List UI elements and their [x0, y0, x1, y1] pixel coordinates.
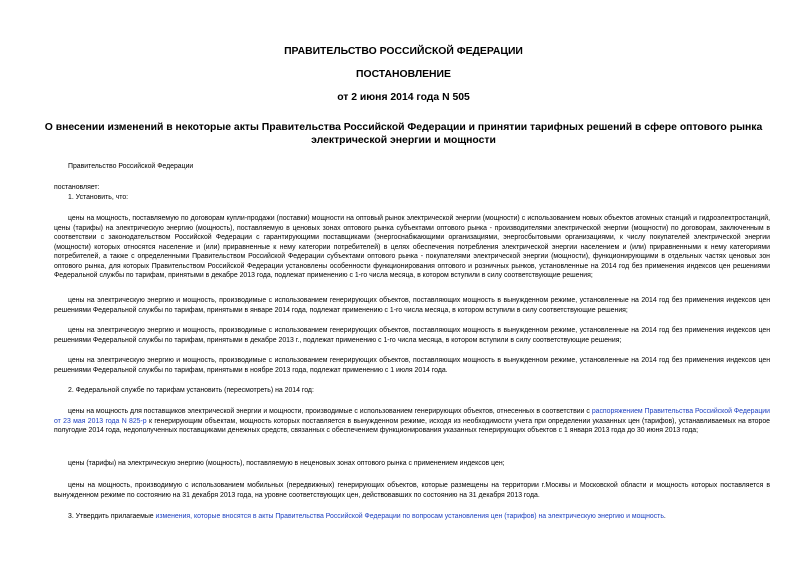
date-number-heading: от 2 июня 2014 года N 505 [337, 92, 470, 103]
government-heading: ПРАВИТЕЛЬСТВО РОССИЙСКОЙ ФЕДЕРАЦИИ [284, 46, 523, 57]
item-1-heading: 1. Установить, что: [68, 194, 129, 201]
paragraph-5-end: к генерирующим объектам, мощность которых поставляется в вынужденном режиме, исходя из необходимости учета при определении указанных цен (тарифов), устанавливаемых на второе полугодие 2014 года, недополученных поставщиками денежных средств, связанных с обеспечением функционирования указанных генерирующих объектов с 1 января 2013 года до 30 июня 2013 года; [54, 417, 770, 434]
item-2-heading: 2. Федеральной службе по тарифам установить (пересмотреть) на 2014 год: [68, 387, 314, 394]
amendments-link[interactable]: изменения, которые вносятся в акты Правительства Российской Федерации по вопросам установления цен (тарифов) на электрическую энергию и мощность [155, 513, 664, 520]
paragraph-5 [54, 407, 770, 436]
paragraph-6: цены (тарифы) на электрическую энергию (мощность), поставляемую в неценовых зонах оптового рынка с применением индексов цен; [68, 460, 505, 467]
issuer-line: Правительство Российской Федерации [68, 163, 194, 170]
paragraph-5-start: цены на мощность для поставщиков электрической энергии и мощности, производимые с использованием генерирующих объектов, отнесенных в соответствии с [68, 408, 592, 415]
document-type-heading: ПОСТАНОВЛЕНИЕ [356, 69, 451, 80]
paragraph-2: цены на электрическую энергию и мощность, производимые с использованием генерирующих объектов, поставляющих мощность в вынужденном режиме, установленные на 2014 год без применения индексов цен решениями Федеральной службы по тарифам, принятыми в январе 2014 года, подлежат применению с 1-го числа месяца, в котором вступили в силу соответствующие решения; [54, 297, 770, 314]
paragraph-4: цены на электрическую энергию и мощность, производимые с использованием генерирующих объектов, поставляющих мощность в вынужденном режиме, установленные на 2014 год без применения индексов цен решениями Федеральной службы по тарифам, принятыми в ноябре 2013 года, подлежат применению с 1 июля 2014 года. [54, 357, 770, 374]
decides-line: постановляет: [54, 184, 100, 191]
paragraph-3: цены на электрическую энергию и мощность, производимые с использованием генерирующих объектов, поставляющих мощность в вынужденном режиме, установленные на 2014 год без применения индексов цен решениями Федеральной службы по тарифам, принятыми в декабре 2013 г., подлежат применению с 1-го числа месяца, в котором вступили в силу соответствующие решения; [54, 327, 770, 344]
paragraph-1: цены на мощность, поставляемую по договорам купли-продажи (поставки) мощности на оптовый рынок электрической энергии (мощности) с использованием новых объектов атомных станций и гидроэлектростанций, цены (тарифы) на электрическую энергию (мощность), поставляемую в ценовых зонах оптового рынка субъектами оптового рынка - производителями электрической энергии (мощности) по договорам, заключенным в соответствии с законодательством Российской Федерации с гарантирующими поставщиками (энергоснабжающими организациями, энергосбытовыми организациями, к числу покупателей электрической энергии (мощности) которых относятся население и (или) приравненные к нему категории потребителей) в целях обеспечения потребления электрической энергии населением и (или) приравненными к нему категориями потребителей, а также с определенными Правительством Российской Федерации субъектами оптового рынка - покупателями электрической энергии (мощности), функционирующими в отдельных частях ценовых зон оптового рынка, для которых Правительством Российской Федерации установлены особенности функционирования оптового и розничных рынков, установленные на 2014 год без применения индексов цен решениями Федеральной службы по тарифам, принятыми в декабре 2013 года, подлежат применению с 1-го числа месяца, в котором вступили в силу соответствующие решения; [54, 215, 770, 279]
item-3 [68, 512, 768, 522]
item-3-start: 3. Утвердить прилагаемые [68, 513, 156, 520]
order-825r-link[interactable]: распоряжением Правительства Российской Федерации от 23 мая 2013 года N 825-р [54, 408, 770, 425]
paragraph-7: цены на мощность, производимую с использованием мобильных (передвижных) генерирующих объектов, которые размещены на территории г.Москвы и Московской области и мощность которых поставляется в вынужденном режиме по состоянию на 31 декабря 2013 года, на уровне соответствующих цен, действовавших по состоянию на 31 декабря 2013 года. [54, 482, 770, 499]
item-3-end: . [663, 513, 666, 520]
document-title: О внесении изменений в некоторые акты Правительства Российской Федерации и принятии тарифных решений в сфере оптового рынка электрической энергии и мощности [44, 122, 763, 146]
